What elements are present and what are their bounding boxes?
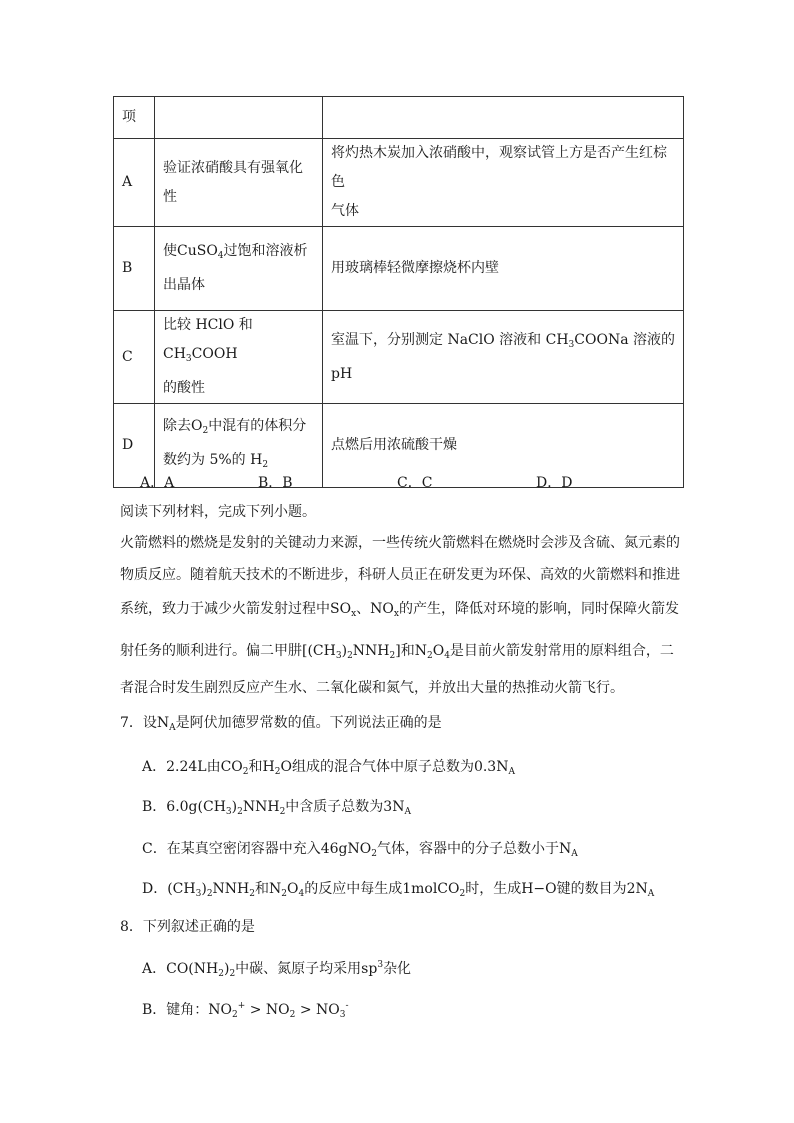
header-cell-label: 项 <box>114 97 155 139</box>
row-goal: 使CuSO$_4$过饱和溶液析 出晶体 <box>155 227 323 311</box>
q7-option-d[interactable]: D．$(CH_3)_2NNH_2$和$N_2O_4$的反应中每生成1molCO$_2$时，生成H−O键的数目为$2N_A$ <box>142 881 655 899</box>
row-operation: 点燃后用浓硫酸干燥 <box>323 404 684 488</box>
table-row <box>114 311 684 404</box>
q7-option-c[interactable]: C．在某真空密闭容器中充入46gNO$_2$气体，容器中的分子总数小于$N_A$ <box>142 841 578 859</box>
header-cell-operation <box>323 97 684 139</box>
reading-intro: 阅读下列材料，完成下列小题。 <box>120 504 316 520</box>
q8-option-b[interactable]: B．键角：$NO_2^+ > NO_2 > NO_3^-$ <box>142 1001 349 1020</box>
reading-line-4: 射任务的顺利进行。偏二甲肼$[(CH_3)_2NNH_2]$和$N_2O_4$是目前火箭发射常用的原料组合，二 <box>120 643 674 661</box>
option-b[interactable]: B．B <box>258 475 293 491</box>
table-header-row <box>114 97 684 139</box>
row-operation: 将灼热木炭加入浓硝酸中，观察试管上方是否产生红棕色 气体 <box>323 139 684 227</box>
reading-line-5: 者混合时发生剧烈反应产生水、二氧化碳和氮气，并放出大量的热推动火箭飞行。 <box>120 680 624 696</box>
row-goal: 除去$O_2$中混有的体积分 数约为 5%的 $H_2$ <box>155 404 323 488</box>
q7-option-b[interactable]: B．$6.0g(CH_3)_2NNH_2$中含质子总数为$3N_A$ <box>142 799 411 817</box>
row-label: C <box>114 311 155 404</box>
q8-option-a[interactable]: A．$CO(NH_2)_2$中碳、氮原子均采用$sp^3$杂化 <box>142 960 412 979</box>
row-label: A <box>114 139 155 227</box>
table-row <box>114 227 684 311</box>
question-7-stem: 7．设$N_A$是阿伏加德罗常数的值。下列说法正确的是 <box>120 715 442 733</box>
row-label: D <box>114 404 155 488</box>
row-operation: 室温下，分别测定 NaClO 溶液和 $CH_3COONa$ 溶液的 pH <box>323 311 684 404</box>
row-goal: 验证浓硝酸具有强氧化 性 <box>155 139 323 227</box>
header-cell-goal <box>155 97 323 139</box>
option-c[interactable]: C．C <box>397 475 433 491</box>
experiment-table <box>113 96 684 488</box>
row-label: B <box>114 227 155 311</box>
q7-option-a[interactable]: A．2.24L由$CO_2$和$H_2O$组成的混合气体中原子总数为$0.3N_A$ <box>142 759 515 777</box>
table-row <box>114 139 684 227</box>
reading-line-1: 火箭燃料的燃烧是发射的关键动力来源，一些传统火箭燃料在燃烧时会涉及含硫、氮元素的 <box>120 535 680 551</box>
row-operation: 用玻璃棒轻微摩擦烧杯内壁 <box>323 227 684 311</box>
option-a[interactable]: A．A <box>140 475 175 491</box>
question-6-options <box>140 472 700 492</box>
option-d[interactable]: D．D <box>536 475 573 491</box>
reading-line-3: 系统，致力于减少火箭发射过程中$SO_x$、$NO_x$的产生，降低对环境的影响，同时保障火箭发 <box>120 601 679 619</box>
question-8-stem: 8．下列叙述正确的是 <box>120 919 255 935</box>
reading-line-2: 物质反应。随着航天技术的不断进步，科研人员正在研发更为环保、高效的火箭燃料和推进 <box>120 567 680 583</box>
row-goal: 比较 HClO 和 $CH_3COOH$ 的酸性 <box>155 311 323 404</box>
